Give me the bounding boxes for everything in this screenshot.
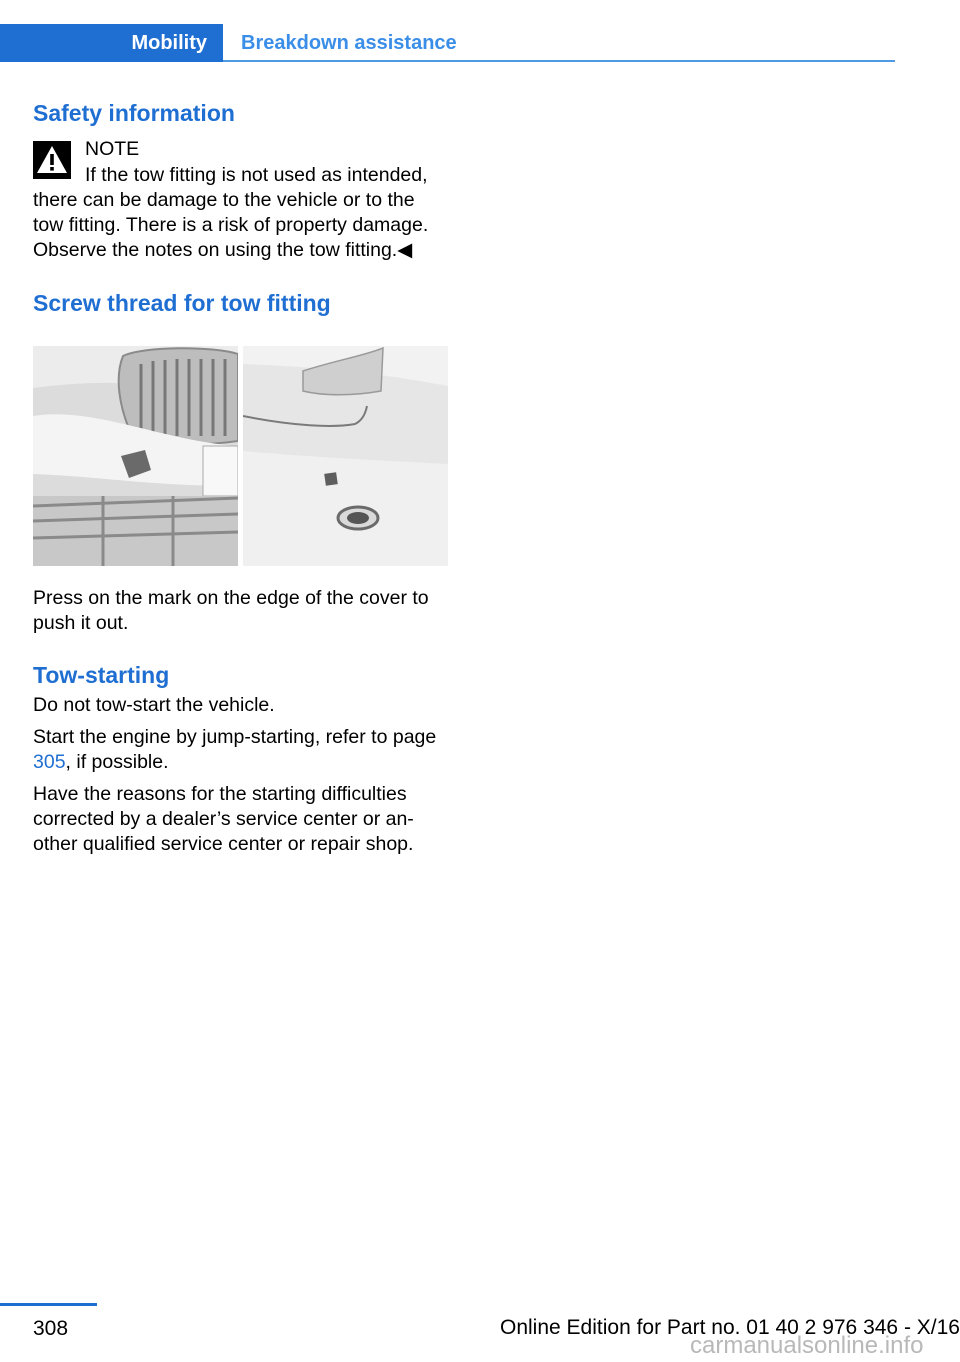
screw-instruction: Press on the mark on the edge of the cover to push it out. <box>33 587 429 634</box>
tow-para-2-end: , if possible. <box>65 751 169 773</box>
page-header <box>0 24 895 62</box>
front-bumper-photo <box>33 346 238 566</box>
screw-thread-heading: Screw thread for tow fitting <box>33 290 331 316</box>
note-text-rest: there can be damage to the vehicle or to the tow fitting. There is a risk of property damage. Observe the notes on using the tow fitting.◀ <box>33 189 429 261</box>
page-number: 308 <box>33 1317 69 1340</box>
warning-triangle-icon <box>33 141 71 179</box>
safety-heading: Safety information <box>33 100 235 126</box>
note-text-line1: If the tow fitting is not used as intended, <box>85 164 428 186</box>
footer-edition: Online Edition for Part no. 01 40 2 976 346 - X/16 <box>500 1316 960 1339</box>
tow-para-2 <box>33 725 448 775</box>
watermark: carmanualsonline.info <box>690 1332 924 1359</box>
tow-para-2-text: Start the engine by jump-starting, refer to page <box>33 726 437 748</box>
tab-mobility[interactable]: Mobility <box>0 24 223 62</box>
page-link-305[interactable]: 305 <box>33 751 66 773</box>
footer-rule <box>0 1303 97 1306</box>
tow-para-3: Have the reasons for the starting difficulties corrected by a dealer’s service center or an-other qualified service center or repair shop. <box>33 783 414 855</box>
tow-starting-heading: Tow-starting <box>33 662 170 688</box>
tow-para-1: Do not tow-start the vehicle. <box>33 694 275 716</box>
rear-bumper-photo <box>243 346 448 566</box>
header-rule <box>223 60 895 62</box>
note-label: NOTE <box>85 138 140 160</box>
tab-breakdown-assistance[interactable]: Breakdown assistance <box>241 31 457 54</box>
tow-fitting-photos <box>33 346 448 566</box>
warning-note <box>33 137 448 263</box>
